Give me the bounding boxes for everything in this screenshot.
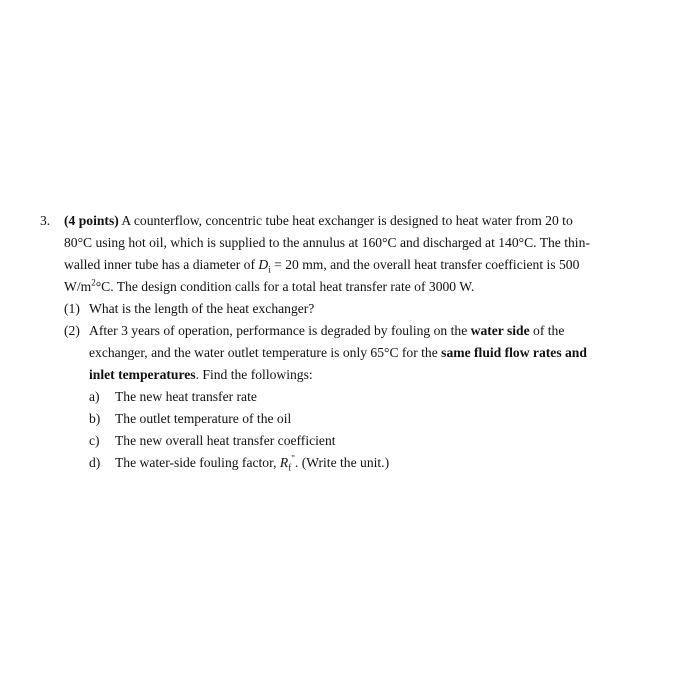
question-2-label: (2)	[64, 323, 80, 338]
diameter-variable: D	[258, 257, 269, 272]
sub-item-d-text-a: The water-side fouling factor,	[115, 455, 280, 470]
question-2-line-2	[40, 342, 665, 364]
fouling-subscript: f	[288, 462, 292, 473]
sub-item-a-label: a)	[89, 389, 100, 404]
sub-item-a-text: The new heat transfer rate	[115, 389, 257, 404]
question-2-text-1a: After 3 years of operation, performance is degraded by fouling on the	[89, 323, 471, 338]
question-2-line-1	[40, 320, 665, 342]
question-1-label: (1)	[64, 301, 80, 316]
question-2-text-1b: of the	[529, 323, 565, 338]
sub-item-a	[40, 386, 665, 408]
intro-text-1: A counterflow, concentric tube heat exchanger is designed to heat water from 20 to	[121, 213, 573, 228]
problem-intro-line-4	[40, 276, 665, 298]
intro-text-3b: = 20 mm, and the overall heat transfer coefficient is 500	[270, 257, 580, 272]
sub-item-c-text: The new overall heat transfer coefficient	[115, 433, 336, 448]
fouling-superscript: "	[291, 453, 295, 464]
question-1-text: What is the length of the heat exchanger?	[89, 301, 315, 316]
sub-item-c	[40, 430, 665, 452]
intro-text-4b: °C. The design condition calls for a total heat transfer rate of 3000 W.	[95, 279, 475, 294]
problem-intro-line-3	[40, 254, 665, 276]
sub-item-c-label: c)	[89, 433, 100, 448]
question-2-bold-2: same fluid flow rates and	[441, 345, 587, 360]
sub-item-b-text: The outlet temperature of the oil	[115, 411, 292, 426]
intro-text-2: 80°C using hot oil, which is supplied to the annulus at 160°C and discharged at 140°C. The thin-	[64, 235, 590, 250]
fouling-variable: R	[279, 455, 289, 470]
intro-text-4a: W/m	[64, 279, 92, 294]
diameter-subscript: i	[268, 264, 271, 275]
sub-item-d-text-b: . (Write the unit.)	[294, 455, 390, 470]
sub-item-d	[40, 452, 665, 474]
intro-text-3a: walled inner tube has a diameter of	[64, 257, 259, 272]
sub-item-b-label: b)	[89, 411, 101, 426]
problem-intro-line-2	[40, 232, 665, 254]
problem-3	[40, 210, 665, 474]
unit-superscript: 2	[91, 277, 96, 288]
problem-number: 3.	[40, 213, 51, 228]
question-2-bold-3: inlet temperatures	[89, 367, 196, 382]
problem-intro-line-1	[40, 210, 665, 232]
question-1	[40, 298, 665, 320]
sub-item-b	[40, 408, 665, 430]
question-2-text-3b: . Find the followings:	[195, 367, 313, 382]
question-2-text-2a: exchanger, and the water outlet temperature is only 65°C for the	[89, 345, 442, 360]
question-2-line-3	[40, 364, 665, 386]
points-label: (4 points)	[64, 213, 119, 228]
question-2-bold-1: water side	[470, 323, 530, 338]
sub-item-d-label: d)	[89, 455, 101, 470]
